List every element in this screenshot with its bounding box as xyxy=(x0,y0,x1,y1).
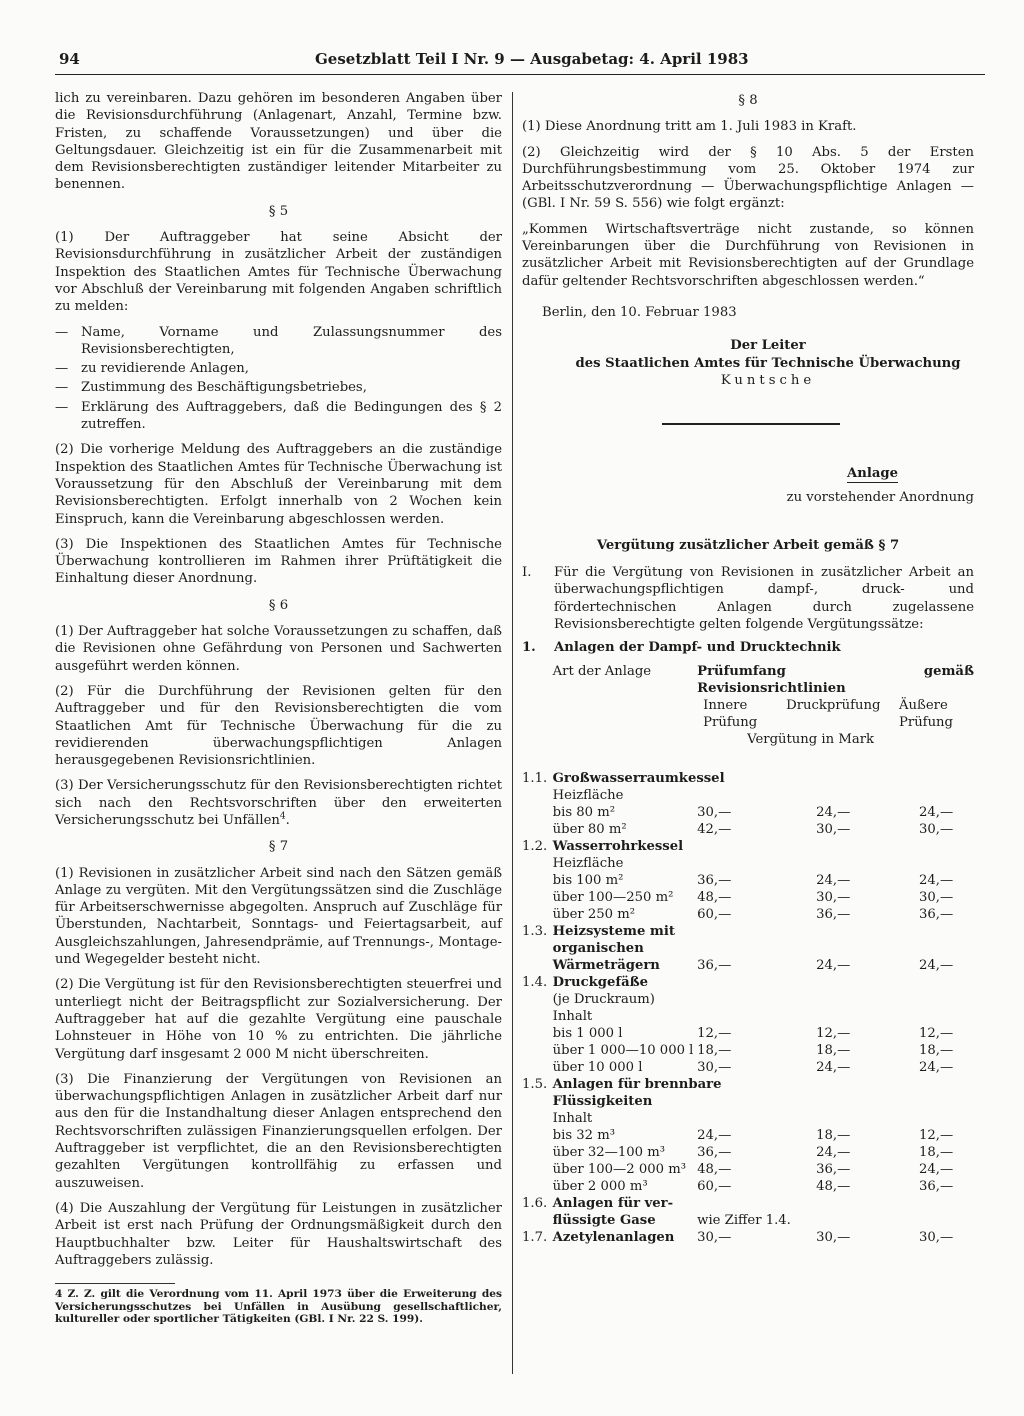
row-label: über 10 000 l xyxy=(552,1059,643,1075)
s7-paragraph-2: (2) Die Vergütung ist für den Revisionsberechtigten steuerfrei und unterliegt nicht der Beitragspflicht zur Sozialversicherung. Der Auftraggeber hat auf die gezahlte Vergütung eine pauschale Lohnsteuer in Höhe von 10 % zu entrichten. Die jährliche Vergütung darf insgesamt 2 000 M nicht überschreiten. xyxy=(55,977,502,1062)
group-name: organischen xyxy=(552,940,644,956)
cell-druck: 36,— xyxy=(816,1161,851,1177)
cell-outer: 30,— xyxy=(919,821,954,837)
group-name: Heizsysteme mit xyxy=(552,923,675,939)
table-row xyxy=(522,1195,974,1212)
cell-outer: 12,— xyxy=(919,1025,954,1041)
group-number: 1.1. xyxy=(522,770,548,786)
table-row xyxy=(522,1042,974,1059)
table-row xyxy=(522,923,974,940)
group-sub: Inhalt xyxy=(552,1008,593,1024)
cell-druck: 36,— xyxy=(816,906,851,922)
table-row xyxy=(522,991,974,1008)
table-row xyxy=(522,1093,974,1110)
item-text: Für die Vergütung von Revisionen in zusätzlicher Arbeit an überwachungspflichtigen dampf-, druck- und fördertechnischen Anlagen durch zugelassene Revisionsberechtigte gelten folgende Vergütungssätze: xyxy=(554,565,974,632)
s6-paragraph-3-end: . xyxy=(285,812,290,828)
group-name: Wasserrohrkessel xyxy=(552,838,684,854)
table-row xyxy=(522,855,974,872)
list-item: — Name, Vorname und Zulassungsnummer des Revisionsberechtigten, xyxy=(55,324,502,359)
col-header-art: Art der Anlage xyxy=(552,663,652,679)
anlage-block xyxy=(522,465,974,483)
s5-paragraph-2: (2) Die vorherige Meldung des Auftraggebers an die zuständige Inspektion des Staatlichen Amtes für Technische Überwachung ist Voraussetzung für den Abschluß der Vereinbarung mit dem Revisionsberechtigten. Erfolgt innerhalb von 2 Wochen kein Einspruch, kann die Vereinbarung abgeschlossen werden. xyxy=(55,442,502,527)
cell-inner: 48,— xyxy=(697,889,732,905)
row-label: über 250 m² xyxy=(552,906,636,922)
table-row xyxy=(522,974,974,991)
s6-paragraph-1: (1) Der Auftraggeber hat solche Voraussetzungen zu schaffen, daß die Revisionen ohne Gefährdung von Personen und Sachwerten ausgeführt werden können. xyxy=(55,624,502,674)
section-heading-5: § 5 xyxy=(268,203,289,219)
cell-druck: 24,— xyxy=(816,1144,851,1160)
table-row xyxy=(522,1127,974,1144)
table-row xyxy=(522,1008,974,1025)
table-row xyxy=(522,1144,974,1161)
item-number: I. xyxy=(522,565,532,581)
place-date: Berlin, den 10. Februar 1983 xyxy=(542,304,737,320)
table-row xyxy=(522,1076,974,1093)
cell-inner: 60,— xyxy=(697,1178,732,1194)
table-row xyxy=(522,889,974,906)
table-row xyxy=(522,872,974,889)
row-label: bis 80 m² xyxy=(552,804,616,820)
cell-inner: 48,— xyxy=(697,1161,732,1177)
s8-quote: „Kommen Wirtschaftsverträge nicht zustande, so können Vereinbarungen über die Durchführung von Revisionen in zusätzlicher Arbeit mit Revisionsberechtigten auf der Grundlage dafür geltender Rechtsvorschriften abgeschlossen werden.“ xyxy=(522,221,974,289)
s5-paragraph-1: (1) Der Auftraggeber hat seine Absicht der Revisionsdurchführung in zusätzlicher Arbeit der zuständigen Inspektion des Staatlichen Amtes für Technische Überwachung vor Abschluß der Vereinbarung mit folgenden Angaben schriftlich zu melden: xyxy=(55,230,502,315)
signature-title-1: Der Leiter xyxy=(730,338,806,354)
row-label: bis 32 m³ xyxy=(552,1127,616,1143)
cell-druck: 24,— xyxy=(816,957,851,973)
table-header-row xyxy=(522,697,974,714)
item-roman-1 xyxy=(522,564,974,633)
cell-outer: 18,— xyxy=(919,1042,954,1058)
table-row xyxy=(522,838,974,855)
group-name: Anlagen für brennbare xyxy=(552,1076,722,1092)
table-row xyxy=(522,1110,974,1127)
cell-outer: 18,— xyxy=(919,1144,954,1160)
footnote-rule xyxy=(55,1283,175,1284)
table-header-row xyxy=(522,663,974,697)
running-title: Gesetzblatt Teil I Nr. 9 — Ausgabetag: 4. April 1983 xyxy=(315,50,749,68)
row-label: über 1 000—10 000 l xyxy=(552,1042,694,1058)
row-label: bis 1 000 l xyxy=(552,1025,623,1041)
s7-paragraph-1: (1) Revisionen in zusätzlicher Arbeit sind nach den Sätzen gemäß Anlage zu vergüten. Mit den Vergütungssätzen sind die Zuschläge für Arbeitserschwernisse abgegolten. Anspruch auf Zuschläge für Überstunden, Nachtarbeit, Sonntags- und Feiertagsarbeit, auf Ausgleichszahlungen, Jahresendprämie, auf Trennungs-, Montage- und Wegegelder besteht nicht. xyxy=(55,865,502,968)
group-sub: Heizfläche xyxy=(552,787,624,803)
verguetung-table xyxy=(522,663,974,1246)
table-row xyxy=(522,1229,974,1246)
s5-list xyxy=(55,324,502,434)
cell-outer: 30,— xyxy=(919,889,954,905)
row-label: über 100—250 m² xyxy=(552,889,674,905)
group-reference: wie Ziffer 1.4. xyxy=(697,1212,791,1228)
table-row xyxy=(522,804,974,821)
cell-inner: 36,— xyxy=(697,872,732,888)
section-heading-6: § 6 xyxy=(268,597,289,613)
cell-druck: 24,— xyxy=(816,872,851,888)
section-heading-7: § 7 xyxy=(268,839,289,855)
col-header-outer: Äußere xyxy=(899,697,948,713)
table-row xyxy=(522,787,974,804)
cell-druck: 30,— xyxy=(816,889,851,905)
cell-outer: 24,— xyxy=(919,1161,954,1177)
row-label: über 80 m² xyxy=(552,821,627,837)
cell-inner: 60,— xyxy=(697,906,732,922)
group-name: flüssigte Gase xyxy=(552,1212,656,1228)
item-number: 1. xyxy=(522,640,536,656)
cell-inner: 30,— xyxy=(697,1059,732,1075)
cell-druck: 30,— xyxy=(816,1229,851,1245)
table-row xyxy=(522,940,974,957)
col-header-inner: Innere xyxy=(703,697,748,713)
cell-inner: 30,— xyxy=(697,1229,732,1245)
list-item: — Erklärung des Auftraggebers, daß die Bedingungen des § 2 zutreffen. xyxy=(55,399,502,434)
group-number: 1.2. xyxy=(522,838,548,854)
right-column xyxy=(522,90,974,1246)
group-number: 1.3. xyxy=(522,923,548,939)
list-item: — zu revidierende Anlagen, xyxy=(55,360,502,377)
cell-outer: 36,— xyxy=(919,906,954,922)
cell-druck: 48,— xyxy=(816,1178,851,1194)
group-name: Druckgefäße xyxy=(552,974,649,990)
cell-inner: 12,— xyxy=(697,1025,732,1041)
row-label: über 100—2 000 m³ xyxy=(552,1161,686,1177)
s8-paragraph-1: (1) Diese Anordnung tritt am 1. Juli 1983 in Kraft. xyxy=(522,119,857,135)
unit-label: Vergütung in Mark xyxy=(747,731,874,747)
table-row xyxy=(522,821,974,838)
table-row xyxy=(522,1212,974,1229)
signature-title-2: des Staatlichen Amtes für Technische Überwachung xyxy=(575,355,961,371)
table-row xyxy=(522,906,974,923)
group-number: 1.5. xyxy=(522,1076,548,1092)
cell-druck: 12,— xyxy=(816,1025,851,1041)
s6-paragraph-2: (2) Für die Durchführung der Revisionen gelten für den Auftraggeber und für den Revisionsberechtigten die vom Staatlichen Amt für Technische Überwachung für die zu revidierenden überwachungspflichtigen Anlagen herausgegebenen Revisionsrichtlinien. xyxy=(55,683,502,769)
verguetung-title: Vergütung zusätzlicher Arbeit gemäß § 7 xyxy=(596,537,900,553)
table-row xyxy=(522,1161,974,1178)
group-number: 1.7. xyxy=(522,1229,548,1245)
cell-druck: 18,— xyxy=(816,1127,851,1143)
s6-paragraph-3-text: (3) Der Versicherungsschutz für den Revisionsberechtigten richtet sich nach den Rechtsvorschriften über den erweiterten Versicherungsschutz bei Unfällen xyxy=(55,778,502,828)
cell-outer: 12,— xyxy=(919,1127,954,1143)
cell-druck: 18,— xyxy=(816,1042,851,1058)
group-number: 1.6. xyxy=(522,1195,548,1211)
cell-outer: 30,— xyxy=(919,1229,954,1245)
s7-paragraph-3: (3) Die Finanzierung der Vergütungen von Revisionen an überwachungspflichtigen Anlagen in zusätzlicher Arbeit darf nur aus den für die Instandhaltung dieser Anlagen entsprechend den Rechtsvorschriften zulässigen Finanzierungsquellen erfolgen. Der Auftraggeber ist verpflichtet, die an den Revisionsberechtigten gezahlten Vergütungen kontrollfähig zu erfassen und auszuweisen. xyxy=(55,1071,502,1191)
cell-outer: 24,— xyxy=(919,804,954,820)
cell-inner: 36,— xyxy=(697,1144,732,1160)
cell-outer: 36,— xyxy=(919,1178,954,1194)
table-row xyxy=(522,1025,974,1042)
col-header-outer-2: Prüfung xyxy=(899,714,953,730)
group-note: (je Druckraum) xyxy=(552,991,655,1007)
group-name: Wärmeträgern xyxy=(552,957,660,973)
item-1 xyxy=(522,639,974,656)
s5-paragraph-3: (3) Die Inspektionen des Staatlichen Amtes für Technische Überwachung kontrollieren im Rahmen ihrer Prüftätigkeit die Einhaltung dieser Anordnung. xyxy=(55,536,502,587)
page-number: 94 xyxy=(59,50,80,68)
section-heading-8: § 8 xyxy=(738,93,758,108)
s6-paragraph-3 xyxy=(55,777,502,829)
list-item: — Zustimmung des Beschäftigungsbetriebes, xyxy=(55,379,502,396)
cell-inner: 18,— xyxy=(697,1042,732,1058)
table-row xyxy=(522,957,974,974)
s8-paragraph-2: (2) Gleichzeitig wird der § 10 Abs. 5 der Ersten Durchführungsbestimmung vom 25. Oktober 1974 zur Arbeitsschutzverordnung — Überwachungspflichtige Anlagen — (GBl. I Nr. 59 S. 556) wie folgt ergänzt: xyxy=(522,144,974,212)
cell-inner: 36,— xyxy=(697,957,732,973)
table-row xyxy=(522,748,974,787)
group-name: Azetylenanlagen xyxy=(552,1229,675,1245)
cell-druck: 24,— xyxy=(816,804,851,820)
column-divider xyxy=(512,92,513,1374)
col-header-inner-2: Prüfung xyxy=(703,714,758,730)
cell-outer: 24,— xyxy=(919,1059,954,1075)
table-header-row xyxy=(522,714,974,731)
group-number: 1.4. xyxy=(522,974,548,990)
row-label: bis 100 m² xyxy=(552,872,624,888)
footnote-ref: 4 xyxy=(279,811,286,822)
col-header-druck: Druckprüfung xyxy=(786,697,881,713)
item-text: Anlagen der Dampf- und Drucktechnik xyxy=(554,640,841,656)
group-sub: Inhalt xyxy=(552,1110,593,1126)
group-name: Großwasserraumkessel xyxy=(552,770,725,786)
table-row xyxy=(522,1178,974,1195)
table-row xyxy=(522,1059,974,1076)
group-name: Anlagen für ver- xyxy=(552,1195,674,1211)
left-column xyxy=(55,90,502,1326)
signature-rule xyxy=(662,423,840,425)
row-label: über 2 000 m³ xyxy=(552,1178,648,1194)
cell-inner: 30,— xyxy=(697,804,732,820)
cell-inner: 42,— xyxy=(697,821,732,837)
footnote: 4 Z. Z. gilt die Verordnung vom 11. April 1973 über die Erweiterung des Versicherungsschutzes bei Unfällen in Ausübung gesellschaftlicher, kultureller oder sportlicher Tätigkeiten (GBl. I Nr. 22 S. 199). xyxy=(55,1288,502,1326)
group-name: Flüssigkeiten xyxy=(552,1093,653,1109)
group-sub: Heizfläche xyxy=(552,855,624,871)
cell-inner: 24,— xyxy=(697,1127,732,1143)
cell-druck: 24,— xyxy=(816,1059,851,1075)
row-label: über 32—100 m³ xyxy=(552,1144,666,1160)
signature-name: Kuntsche xyxy=(720,372,816,388)
cell-outer: 24,— xyxy=(919,957,954,973)
table-header-row xyxy=(522,731,974,748)
col-header-pruefumfang: Prüfumfang gemäß Revisionsrichtlinien xyxy=(697,663,974,696)
anlage-subtitle: zu vorstehender Anordnung xyxy=(786,490,974,506)
cell-druck: 30,— xyxy=(816,821,851,837)
page-header xyxy=(55,50,985,75)
anlage-title: Anlage xyxy=(847,465,898,483)
s7-paragraph-4: (4) Die Auszahlung der Vergütung für Leistungen in zusätzlicher Arbeit ist erst nach Prüfung der Ordnungsmäßigkeit durch den Hauptbuchhalter bzw. Leiter für Haushaltswirtschaft des Auftraggebers zulässig. xyxy=(55,1200,502,1268)
paragraph-intro: lich zu vereinbaren. Dazu gehören im besonderen Angaben über die Revisionsdurchführung (Anlagenart, Anzahl, Termine bzw. Fristen, zu schaffende Voraussetzungen) und über die Geltungsdauer. Gleichzeitig ist ein für die Zusammenarbeit mit dem Revisionsberechtigten zuständiger leitender Mitarbeiter zu benennen. xyxy=(55,91,502,193)
cell-outer: 24,— xyxy=(919,872,954,888)
